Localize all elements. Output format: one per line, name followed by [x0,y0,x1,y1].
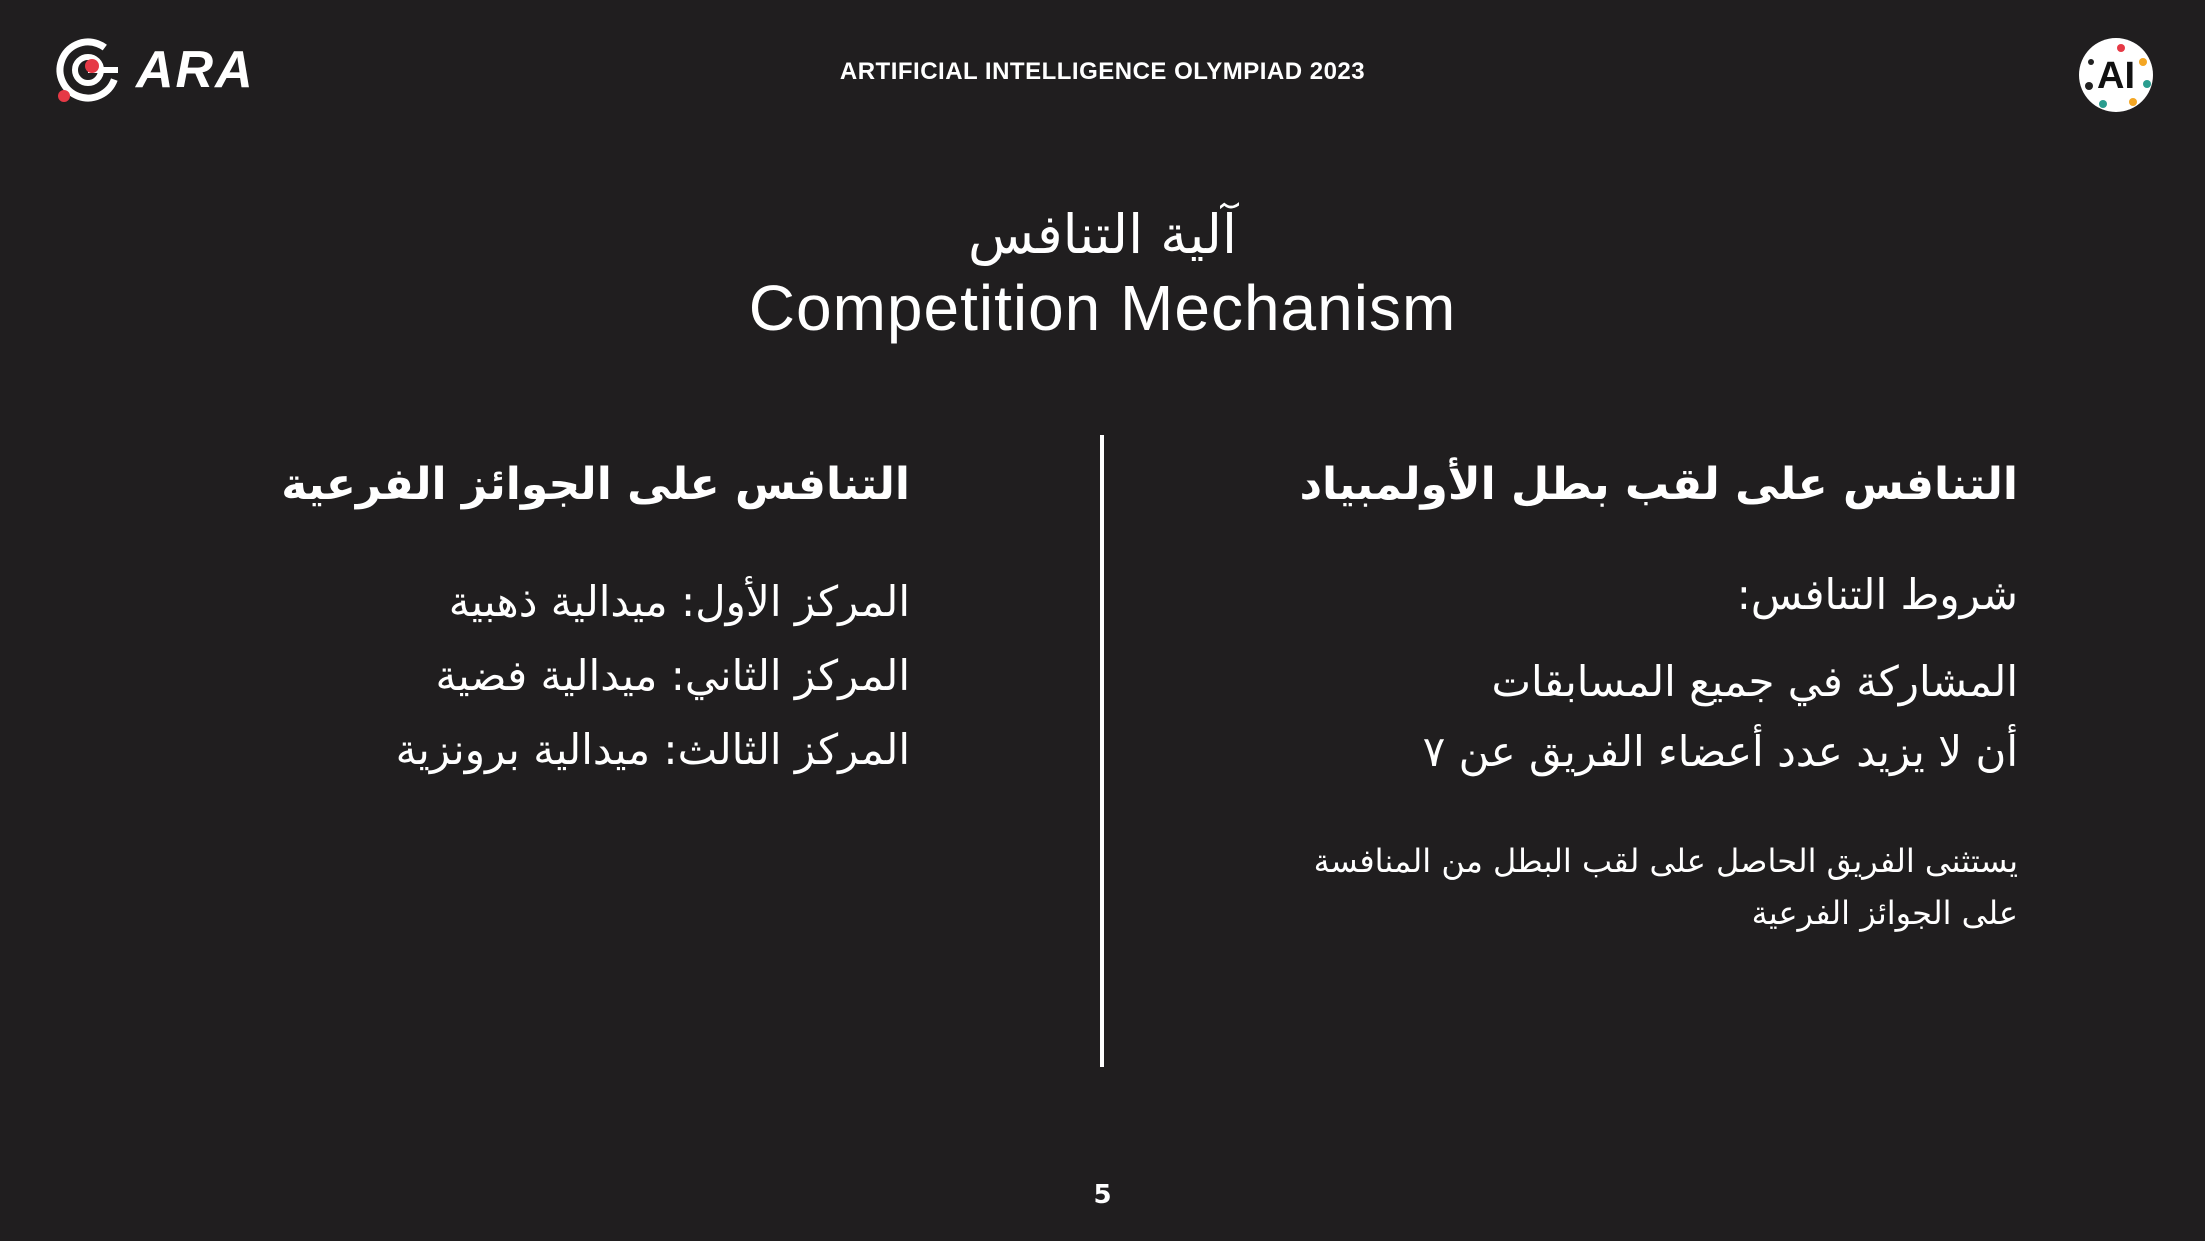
championship-heading: التنافس على لقب بطل الأولمبياد [1299,459,2018,510]
ara-logo-text: ARA [136,41,255,99]
slide-title-arabic: آلية التنافس [967,203,1238,266]
prize-item-third: المركز الثالث: ميدالية برونزية [395,725,910,774]
sub-prizes-heading: التنافس على الجوائز الفرعية [281,459,910,510]
prize-list [150,565,910,787]
note-line: على الجوائز الفرعية [1751,894,2018,932]
ai-badge-text: AI [2097,55,2135,97]
condition-item: أن لا يزيد عدد أعضاء الفريق عن ٧ [1422,727,2018,776]
header-title: ARTIFICIAL INTELLIGENCE OLYMPIAD 2023 [839,58,1366,85]
ai-olympiad-logo-icon [2077,36,2155,114]
conditions-list [1148,647,2018,787]
exclusion-note [1148,835,2018,939]
prize-item-second: المركز الثاني: ميدالية فضية [435,651,910,700]
column-divider [1100,435,1104,1067]
prize-item-first: المركز الأول: ميدالية ذهبية [448,577,910,626]
slide-title [0,200,2205,346]
page-number: 5 [1093,1180,1112,1210]
note-line: يستثنى الفريق الحاصل على لقب البطل من المنافسة [1313,842,2018,880]
slide-title-english: Competition Mechanism [748,272,1457,344]
championship-column [1148,455,2018,939]
conditions-label: شروط التنافس: [1736,570,2018,619]
condition-item: المشاركة في جميع المسابقات [1491,657,2018,706]
sub-prizes-column [150,455,910,787]
